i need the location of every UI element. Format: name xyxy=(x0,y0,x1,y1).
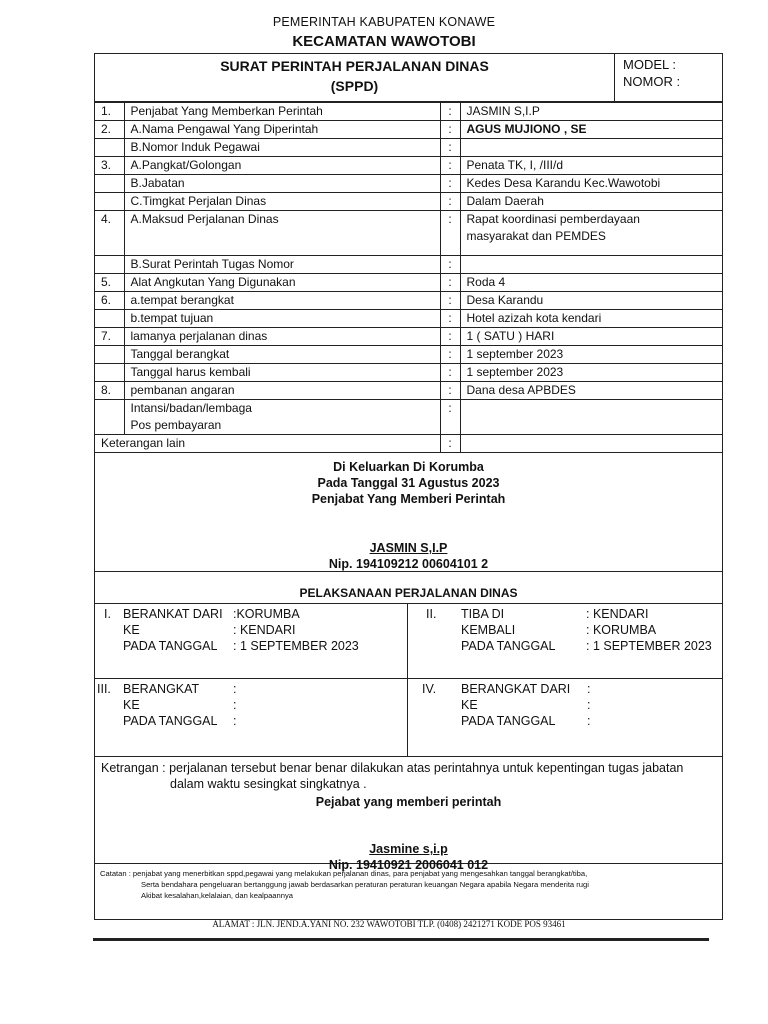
row-number xyxy=(95,256,124,274)
row-number: 3. xyxy=(95,157,124,175)
table-row xyxy=(95,346,722,364)
table-row xyxy=(95,364,722,382)
address-footer: ALAMAT : JLN. JEND.A.YANI NO. 232 WAWOTOBI TLP. (0408) 2421271 KODE POS 93461 xyxy=(212,919,566,929)
row-value: Hotel azizah kota kendari xyxy=(460,310,722,328)
issued-signature-block xyxy=(95,540,722,572)
table-row xyxy=(95,139,722,157)
travel-leg-4 xyxy=(407,678,722,756)
nomor-label: NOMOR : xyxy=(623,74,681,89)
catatan-note xyxy=(100,868,715,901)
table-row xyxy=(95,193,722,211)
row-colon: : xyxy=(440,157,460,175)
leg-value: : xyxy=(587,698,591,712)
catatan-line-3: Akibat kesalahan,kelalaian, dan kealpaannya xyxy=(141,891,293,900)
leg-values xyxy=(233,606,359,654)
issued-signer-nip: Nip. 194109212 00604101 2 xyxy=(328,557,489,571)
leg-value: : KENDARI xyxy=(586,607,649,621)
row-number: 4. xyxy=(95,211,124,256)
row-colon: : xyxy=(440,328,460,346)
table-row xyxy=(95,400,722,435)
row-colon: : xyxy=(440,292,460,310)
row-number: 2. xyxy=(95,121,124,139)
form-title xyxy=(95,54,615,102)
issued-place: Di Keluarkan Di Korumba xyxy=(333,460,484,474)
row-value-line-1: Rapat koordinasi pemberdayaan xyxy=(466,212,640,226)
table-row xyxy=(95,382,722,400)
row-value: Dana desa APBDES xyxy=(460,382,722,400)
table-row xyxy=(95,256,722,274)
row-value: AGUS MUJIONO , SE xyxy=(460,121,722,139)
leg-value: : 1 SEPTEMBER 2023 xyxy=(586,639,712,653)
row-number: 1. xyxy=(95,103,124,121)
leg-value: :KORUMBA xyxy=(233,607,300,621)
keterangan-text-line-2: dalam waktu sesingkat singkatnya . xyxy=(170,777,367,791)
row-label: b.tempat tujuan xyxy=(124,310,440,328)
keterangan-signer-name: Jasmine s,i.p xyxy=(369,842,448,856)
leg-labels xyxy=(461,606,555,654)
leg-value: : xyxy=(587,682,591,696)
row-label-line-2: Pos pembayaran xyxy=(130,418,222,432)
row-colon: : xyxy=(440,139,460,157)
leg-label: BERANGKAT DARI xyxy=(461,682,571,696)
model-nomor-box xyxy=(615,54,722,102)
row-colon: : xyxy=(440,274,460,292)
row-label: Penjabat Yang Memberkan Perintah xyxy=(124,103,440,121)
row-number xyxy=(95,139,124,157)
row-label: lamanya perjalanan dinas xyxy=(124,328,440,346)
leg-label: BERANKAT DARI xyxy=(123,607,223,621)
row-label: B.Jabatan xyxy=(124,175,440,193)
row-colon: : xyxy=(440,435,460,453)
row-value-line-2: masyarakat dan PEMDES xyxy=(466,229,606,243)
table-row xyxy=(95,274,722,292)
catatan-line-2: Serta bendahara pengeluaran bertanggung jawab berdasarkan peraturan peraturan keuangan Negara apabila Negara menderita rugi xyxy=(141,880,589,889)
leg-labels xyxy=(123,681,217,729)
footer-rule xyxy=(93,938,709,941)
leg-label: BERANGKAT xyxy=(123,682,200,696)
row-number: 7. xyxy=(95,328,124,346)
issued-section xyxy=(95,456,722,572)
row-number xyxy=(95,400,124,435)
row-colon: : xyxy=(440,364,460,382)
row-value xyxy=(460,139,722,157)
row-value: Desa Karandu xyxy=(460,292,722,310)
sppd-form xyxy=(94,53,723,920)
leg-label: KE xyxy=(123,698,140,712)
table-row xyxy=(95,435,722,453)
row-label: Alat Angkutan Yang Digunakan xyxy=(124,274,440,292)
row-colon: : xyxy=(440,121,460,139)
row-colon: : xyxy=(440,193,460,211)
row-value: Penata TK, I, /III/d xyxy=(460,157,722,175)
row-colon: : xyxy=(440,103,460,121)
issued-date: Pada Tanggal 31 Agustus 2023 xyxy=(317,476,500,490)
leg-labels xyxy=(123,606,223,654)
leg-label: KE xyxy=(123,623,140,637)
leg-number: II. xyxy=(426,607,437,621)
row-value xyxy=(460,435,722,453)
model-label: MODEL : xyxy=(623,57,676,72)
row-colon: : xyxy=(440,400,460,435)
leg-label: PADA TANGGAL xyxy=(461,639,556,653)
catatan-line-1: Catatan : penjabat yang menerbitkan sppd,pegawai yang melakukan perjalanan dinas, para penjabat yang mengesahkan tanggal berangkat/tiba, xyxy=(100,869,588,878)
row-number: 8. xyxy=(95,382,124,400)
leg-value: : KENDARI xyxy=(233,623,296,637)
row-label: A.Pangkat/Golongan xyxy=(124,157,440,175)
form-title-line-1: SURAT PERINTAH PERJALANAN DINAS xyxy=(220,58,489,74)
table-row xyxy=(95,211,722,256)
leg-number: III. xyxy=(97,682,111,696)
leg-label: TIBA DI xyxy=(461,607,505,621)
row-label: a.tempat berangkat xyxy=(124,292,440,310)
leg-label: PADA TANGGAL xyxy=(123,639,218,653)
row-value xyxy=(460,400,722,435)
leg-number: IV. xyxy=(422,682,437,696)
row-label-line-1: Intansi/badan/lembaga xyxy=(130,401,252,415)
leg-values xyxy=(586,606,712,654)
row-value xyxy=(460,256,722,274)
leg-label: KEMBALI xyxy=(461,623,516,637)
table-row xyxy=(95,310,722,328)
leg-value: : xyxy=(233,714,237,728)
form-title-line-2: (SPPD) xyxy=(330,78,379,94)
keterangan-official-title: Pejabat yang memberi perintah xyxy=(315,795,502,809)
row-number xyxy=(95,310,124,328)
row-value: 1 september 2023 xyxy=(460,346,722,364)
row-value xyxy=(460,211,722,256)
leg-labels xyxy=(461,681,570,729)
leg-values xyxy=(233,681,236,729)
row-value: Dalam Daerah xyxy=(460,193,722,211)
table-row xyxy=(95,175,722,193)
leg-value: : 1 SEPTEMBER 2023 xyxy=(233,639,359,653)
leg-number: I. xyxy=(104,607,111,621)
leg-label: PADA TANGGAL xyxy=(123,714,218,728)
row-colon: : xyxy=(440,211,460,256)
row-number: 5. xyxy=(95,274,124,292)
row-label: B.Surat Perintah Tugas Nomor xyxy=(124,256,440,274)
leg-label: KE xyxy=(461,698,478,712)
row-colon: : xyxy=(440,382,460,400)
leg-value: : KORUMBA xyxy=(586,623,657,637)
row-colon: : xyxy=(440,346,460,364)
row-label xyxy=(124,400,440,435)
leg-value: : xyxy=(233,698,237,712)
sppd-details-table xyxy=(95,102,722,453)
travel-leg-1 xyxy=(95,604,407,678)
row-value: 1 ( SATU ) HARI xyxy=(460,328,722,346)
travel-leg-3 xyxy=(95,678,407,756)
row-value: Kedes Desa Karandu Kec.Wawotobi xyxy=(460,175,722,193)
table-row xyxy=(95,328,722,346)
keterangan-text-line-1: Ketrangan : perjalanan tersebut benar benar dilakukan atas perintahnya untuk kepentingan tugas jabatan xyxy=(101,761,684,775)
leg-values xyxy=(587,681,590,729)
travel-leg-2 xyxy=(407,604,722,678)
row-label: A.Maksud Perjalanan Dinas xyxy=(124,211,440,256)
issued-signer-name: JASMIN S,I.P xyxy=(369,541,448,555)
issued-official-title: Penjabat Yang Memberi Perintah xyxy=(311,492,506,506)
table-row xyxy=(95,157,722,175)
row-number: 6. xyxy=(95,292,124,310)
row-number xyxy=(95,193,124,211)
row-value: JASMIN S,I.P xyxy=(460,103,722,121)
leg-value: : xyxy=(233,682,237,696)
row-label: Tanggal berangkat xyxy=(124,346,440,364)
table-row xyxy=(95,103,722,121)
pelaksanaan-title: PELAKSANAAN PERJALANAN DINAS xyxy=(299,586,518,600)
row-label: Tanggal harus kembali xyxy=(124,364,440,382)
row-value: Roda 4 xyxy=(460,274,722,292)
table-row xyxy=(95,292,722,310)
keterangan-signer-nip: Nip. 19410921 2006041 012 xyxy=(328,858,489,872)
header-line-2: KECAMATAN WAWOTOBI xyxy=(292,33,476,50)
row-value: 1 september 2023 xyxy=(460,364,722,382)
row-label: A.Nama Pengawal Yang Diperintah xyxy=(124,121,440,139)
leg-label: PADA TANGGAL xyxy=(461,714,556,728)
header-line-1: PEMERINTAH KABUPATEN KONAWE xyxy=(272,15,496,29)
row-label: B.Nomor Induk Pegawai xyxy=(124,139,440,157)
row-number xyxy=(95,175,124,193)
row-colon: : xyxy=(440,175,460,193)
row-colon: : xyxy=(440,310,460,328)
table-row xyxy=(95,121,722,139)
row-colon: : xyxy=(440,256,460,274)
row-label: pembanan angaran xyxy=(124,382,440,400)
keterangan-section xyxy=(95,756,722,872)
row-label: Keterangan lain xyxy=(95,435,440,453)
row-number xyxy=(95,346,124,364)
row-number xyxy=(95,364,124,382)
leg-value: : xyxy=(587,714,591,728)
row-label: C.Timgkat Perjalan Dinas xyxy=(124,193,440,211)
